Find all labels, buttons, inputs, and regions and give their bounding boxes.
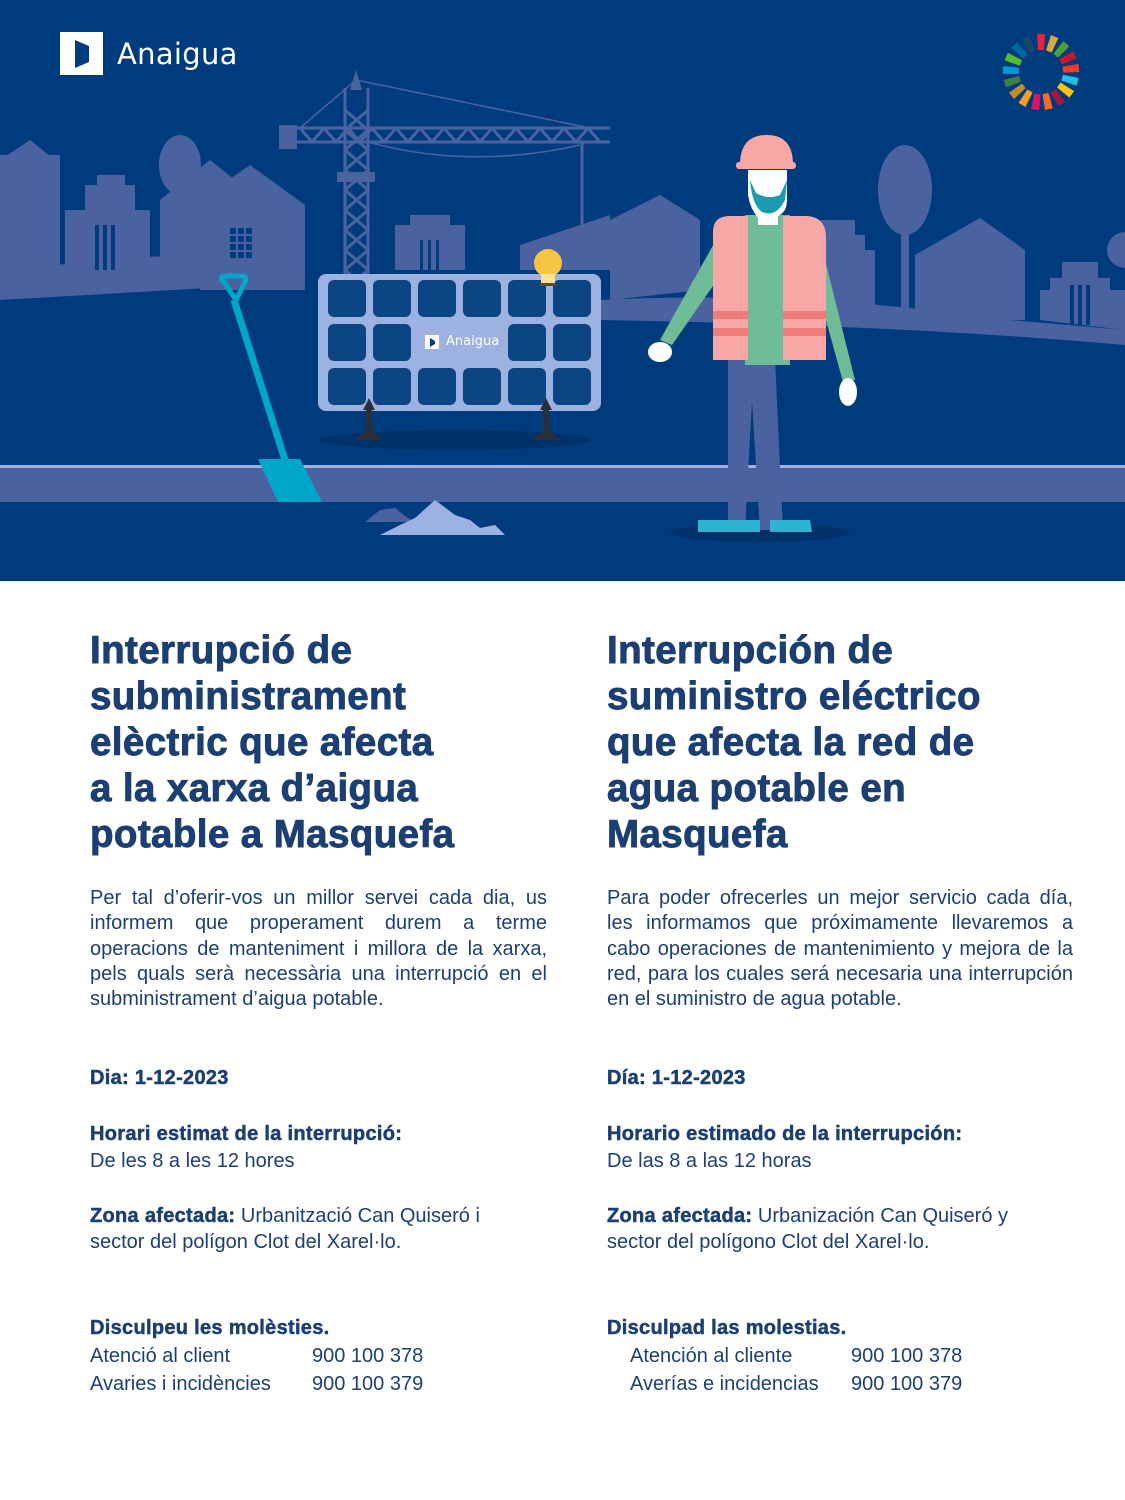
brand-name: Anaigua [117,36,238,71]
title-line: Interrupció de [90,629,353,672]
spanish-intro: Para poder ofrecerles un mejor servicio cada día, les informamos que próximamente llevaremos a cabo operaciones de mantenimiento y mejora de la red, para los cuales será necesaria una interrupción en el suministro de agua potable. [607,887,1073,1011]
sdg-wheel-icon [1001,32,1081,112]
title-line: subministrament [90,675,407,718]
contact-phone[interactable]: 900 100 378 [312,1345,424,1367]
contact-label: Averías e incidencias [630,1373,819,1395]
catalan-contacts [90,1342,423,1398]
spanish-title [607,628,1073,858]
spanish-schedule-value: De las 8 a las 12 horas [607,1150,812,1172]
contact-phone[interactable]: 900 100 379 [851,1373,963,1395]
contact-row [90,1342,423,1370]
catalan-zone [90,1203,480,1229]
catalan-schedule-value: De les 8 a les 12 hores [90,1150,295,1172]
contact-phone[interactable]: 900 100 378 [851,1345,963,1367]
title-line: que afecta la red de [607,721,975,764]
contact-row [90,1370,423,1398]
contact-label: Atenció al client [90,1345,231,1367]
catalan-zone-label: Zona afectada: [90,1205,236,1227]
title-line: potable a Masquefa [90,813,455,856]
spanish-zone-label: Zona afectada: [607,1205,753,1227]
title-line: suministro eléctrico [607,675,981,718]
contact-label: Atención al cliente [630,1345,793,1367]
contact-label: Avaries i incidències [90,1373,271,1395]
catalan-title [90,628,547,858]
hero-illustration [0,0,1125,581]
spanish-schedule-label: Horario estimado de la interrupción: [607,1123,963,1145]
title-line: agua potable en [607,767,907,810]
title-line: elèctric que afecta [90,721,434,764]
spanish-contacts [630,1342,962,1398]
catalan-schedule-label: Horari estimat de la interrupció: [90,1123,403,1145]
catalan-date: Dia: 1-12-2023 [90,1067,229,1089]
spanish-notice [607,628,1073,858]
spanish-apology: Disculpad las molestias. [607,1317,847,1339]
catalan-zone-value-2: sector del polígon Clot del Xarel·lo. [90,1231,402,1253]
contact-row [630,1370,962,1398]
catalan-apology: Disculpeu les molèsties. [90,1317,330,1339]
spanish-zone-value-2: sector del polígono Clot del Xarel·lo. [607,1231,930,1253]
spanish-zone [607,1203,1008,1229]
construction-scene-illustration [0,0,1125,581]
contact-row [630,1342,962,1370]
barrier-brand-text: Anaigua [446,334,500,349]
title-line: Interrupción de [607,629,894,672]
catalan-notice [90,628,547,858]
spanish-date: Día: 1-12-2023 [607,1067,746,1089]
title-line: Masquefa [607,813,788,856]
brand-logo [60,32,238,75]
title-line: a la xarxa d’aigua [90,767,419,810]
spanish-zone-value: Urbanización Can Quiseró y [757,1205,1009,1227]
catalan-intro: Per tal d’oferir-vos un millor servei cada dia, us informem que properament durem a terme operacions de manteniment i millora de la xarxa, pels quals serà necessària una interrupció en el subministrament d’aigua potable. [90,887,547,1011]
anaigua-logo-icon [60,32,103,75]
contact-phone[interactable]: 900 100 379 [312,1373,424,1395]
catalan-zone-value: Urbanització Can Quiseró i [240,1205,480,1227]
